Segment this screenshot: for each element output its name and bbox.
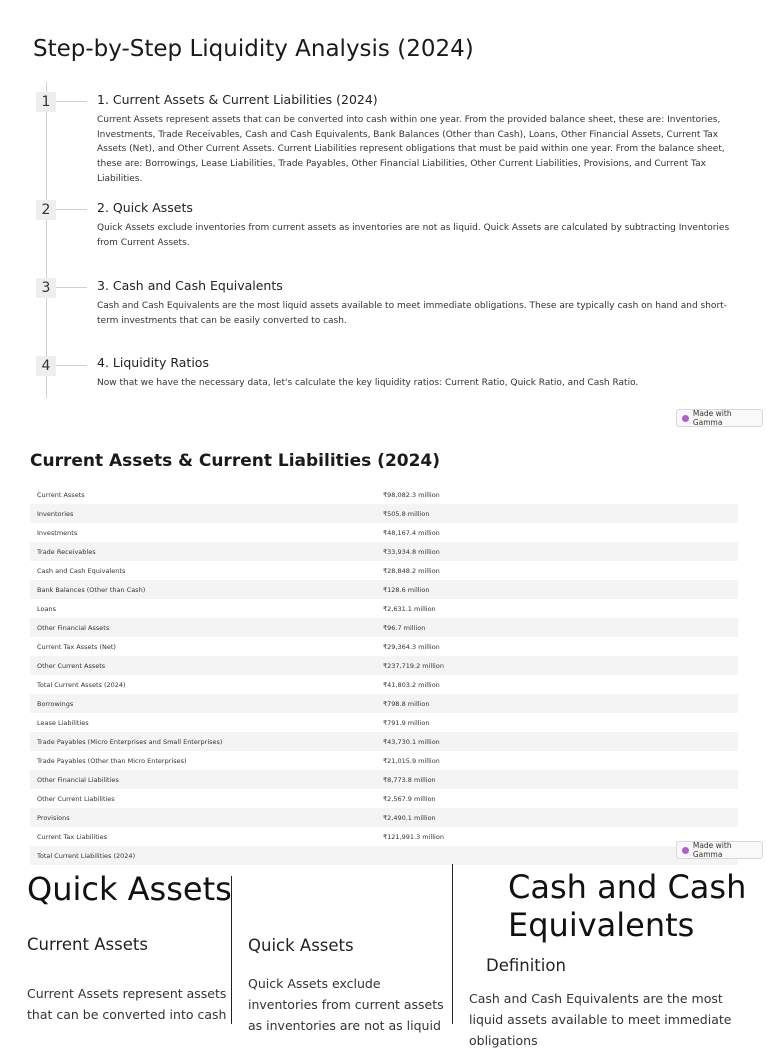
- step-text-4: Now that we have the necessary data, let's calculate the key liquidity ratios: Current Ratio, Quick Ratio, and Cash Ratio.: [97, 378, 639, 388]
- row-value: ₹2,631.1 million: [383, 604, 436, 613]
- row-label: Other Financial Assets: [37, 623, 110, 632]
- row-value: ₹2,567.9 million: [383, 794, 436, 803]
- current-assets-subheading: Current Assets: [27, 935, 148, 954]
- table-row: [30, 637, 738, 656]
- step-number-3: 3: [36, 278, 56, 298]
- row-value: ₹798.8 million: [383, 699, 430, 708]
- step-title-2: 2. Quick Assets: [97, 200, 193, 215]
- quick-assets-heading: Quick Assets: [27, 870, 232, 908]
- table-row: [30, 656, 738, 675]
- step-number-4: 4: [36, 356, 56, 376]
- row-label: Lease Liabilities: [37, 718, 89, 727]
- row-value: ₹237,719.2 million: [383, 661, 444, 670]
- step-title-3: 3. Cash and Cash Equivalents: [97, 278, 283, 293]
- table-row: [30, 542, 738, 561]
- step-title-1: 1. Current Assets & Current Liabilities (2024): [97, 92, 378, 107]
- step-number-2: 2: [36, 200, 56, 220]
- row-label: Inventories: [37, 509, 74, 518]
- table-row: [30, 504, 738, 523]
- row-value: ₹33,934.8 million: [383, 547, 440, 556]
- row-value: ₹791.9 million: [383, 718, 430, 727]
- row-label: Other Current Liabilities: [37, 794, 115, 803]
- made-with-gamma-badge[interactable]: [676, 841, 763, 859]
- step-text-1: Current Assets represent assets that can be converted into cash within one year. From the provided balance sheet, these are: Inventories, Investments, Trade Receivables, Cash and Cash Equivalents, Bank Balances (Other than Cash), Loans, Other Financial Assets, Current Tax Assets (Net), and Other Current Assets. Current Liabilities represent obligations that must be paid within one year. From the balance sheet, these are: Borrowings, Lease Liabilities, Trade Payables, Other Financial Liabilities, Other Current Liabilities, Provisions, and Current Tax Liabilities.: [97, 115, 725, 184]
- definition-text: Cash and Cash Equivalents are the most liquid assets available to meet immediate obligations: [469, 991, 732, 1048]
- row-label: Cash and Cash Equivalents: [37, 566, 126, 575]
- gamma-logo-icon: [682, 415, 689, 422]
- row-value: ₹2,490.1 million: [383, 813, 436, 822]
- row-label: Loans: [37, 604, 56, 613]
- table-row: [30, 846, 738, 865]
- current-assets-text: Current Assets represent assets that can be converted into cash: [27, 986, 227, 1022]
- row-value: ₹28,848.2 million: [383, 566, 440, 575]
- step-title-4: 4. Liquidity Ratios: [97, 355, 209, 370]
- row-label: Bank Balances (Other than Cash): [37, 585, 146, 594]
- quick-assets-text: Quick Assets exclude inventories from current assets as inventories are not as liquid: [248, 976, 444, 1033]
- table-row: [30, 523, 738, 542]
- row-label: Current Tax Liabilities: [37, 832, 107, 841]
- table-row: [30, 770, 738, 789]
- row-label: Trade Payables (Other than Micro Enterprises): [37, 756, 187, 765]
- cash-equivalents-heading-line2: Equivalents: [508, 906, 695, 944]
- row-label: Other Current Assets: [37, 661, 106, 670]
- table-row: [30, 789, 738, 808]
- gamma-logo-icon: [682, 847, 689, 854]
- table-row: [30, 694, 738, 713]
- table-row: [30, 580, 738, 599]
- row-value: ₹98,082.3 million: [383, 490, 440, 499]
- table-row: [30, 618, 738, 637]
- row-value: ₹43,730.1 million: [383, 737, 440, 746]
- table-row: [30, 675, 738, 694]
- row-label: Current Tax Assets (Net): [37, 642, 116, 651]
- row-label: Investments: [37, 528, 78, 537]
- row-value: ₹96.7 million: [383, 623, 426, 632]
- row-value: ₹21,015.9 million: [383, 756, 440, 765]
- row-value: ₹41,803.2 million: [383, 680, 440, 689]
- assets-liabilities-table: [30, 485, 738, 865]
- cash-equivalents-heading-line1: Cash and Cash: [508, 868, 747, 906]
- row-label: Total Current Assets (2024): [37, 680, 126, 689]
- step-text-3: Cash and Cash Equivalents are the most liquid assets available to meet immediate obligations. These are typically cash on hand and short-term investments that can be easily converted to cash.: [97, 301, 727, 326]
- table-row: [30, 561, 738, 580]
- step-connector-2: [56, 209, 87, 210]
- step-connector-3: [56, 287, 87, 288]
- table-row: [30, 732, 738, 751]
- row-value: ₹29,364.3 million: [383, 642, 440, 651]
- table-row: [30, 485, 738, 504]
- row-label: Total Current Liabilities (2024): [37, 851, 136, 860]
- row-value: ₹121,991.3 million: [383, 832, 444, 841]
- row-label: Provisions: [37, 813, 70, 822]
- quick-assets-subheading: Quick Assets: [248, 936, 354, 955]
- table-row: [30, 827, 738, 846]
- made-with-gamma-badge[interactable]: [676, 409, 763, 427]
- table-row: [30, 713, 738, 732]
- badge-label: Made with Gamma: [692, 409, 732, 427]
- row-label: Borrowings: [37, 699, 74, 708]
- definition-subheading: Definition: [486, 956, 566, 975]
- row-value: ₹505.8 million: [383, 509, 430, 518]
- column-divider: [452, 864, 453, 1024]
- section-title: Current Assets & Current Liabilities (2024): [30, 451, 441, 471]
- row-label: Trade Receivables: [37, 547, 96, 556]
- row-label: Other Financial Liabilities: [37, 775, 119, 784]
- table-row: [30, 599, 738, 618]
- step-text-2: Quick Assets exclude inventories from current assets as inventories are not as liquid. Quick Assets are calculated by subtracting Inventories from Current Assets.: [97, 223, 730, 248]
- row-label: Current Assets: [37, 490, 85, 499]
- timeline-line: [46, 82, 47, 398]
- step-number-1: 1: [36, 92, 56, 112]
- page-title: Step-by-Step Liquidity Analysis (2024): [33, 36, 474, 62]
- badge-label: Made with Gamma: [692, 841, 732, 859]
- row-value: ₹128.6 million: [383, 585, 430, 594]
- row-value: ₹8,773.8 million: [383, 775, 436, 784]
- step-connector-4: [56, 365, 87, 366]
- table-row: [30, 751, 738, 770]
- row-value: ₹48,167.4 million: [383, 528, 440, 537]
- step-connector-1: [56, 101, 87, 102]
- row-label: Trade Payables (Micro Enterprises and Small Enterprises): [37, 737, 223, 746]
- table-row: [30, 808, 738, 827]
